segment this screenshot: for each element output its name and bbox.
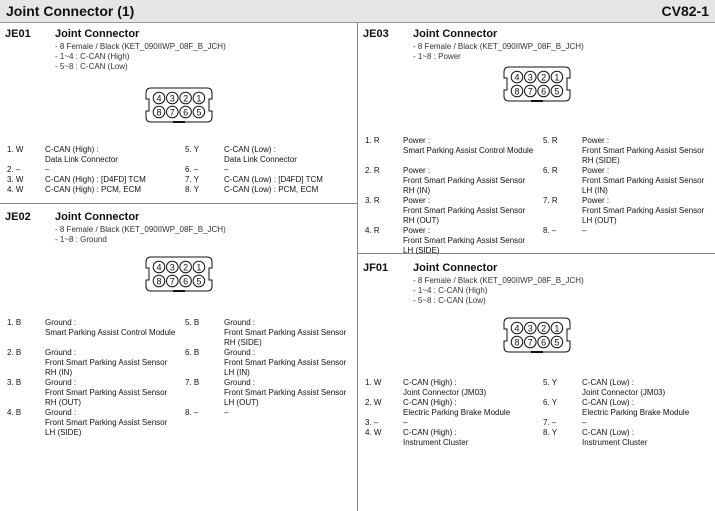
pin-entry bbox=[543, 136, 713, 166]
pin-description-line: RH (SIDE) bbox=[582, 156, 620, 165]
pin-number: 1. R bbox=[365, 136, 380, 145]
connector-pin-number: 5 bbox=[196, 276, 202, 287]
pin-entry bbox=[543, 166, 713, 196]
connector-pin-number: 6 bbox=[541, 86, 547, 97]
connector-pin-number: 7 bbox=[169, 276, 175, 287]
connector-pin-number: 8 bbox=[514, 86, 520, 97]
connector-detail-line: - 1~8 : Ground bbox=[55, 235, 107, 244]
pin-number: 8. – bbox=[543, 226, 557, 235]
pin-entry bbox=[543, 196, 713, 226]
connector-pin-number: 1 bbox=[554, 72, 560, 83]
pin-entry bbox=[543, 428, 713, 448]
pin-number: 7. Y bbox=[185, 175, 200, 184]
connector-key-tab bbox=[531, 100, 543, 102]
pin-number: 3. B bbox=[7, 378, 22, 387]
pin-description-line: C-CAN (High) : bbox=[403, 398, 457, 407]
pin-number: 4. B bbox=[7, 408, 22, 417]
pin-description-line: – bbox=[45, 165, 50, 174]
pin-description-line: – bbox=[224, 165, 229, 174]
pin-entry bbox=[7, 185, 177, 195]
connector-pin-number: 7 bbox=[169, 107, 175, 118]
pin-number: 7. – bbox=[543, 418, 557, 427]
pin-description-line: RH (OUT) bbox=[403, 216, 439, 225]
pin-number: 8. Y bbox=[543, 428, 558, 437]
pin-description-line: Power : bbox=[403, 226, 431, 235]
pin-number: 4. W bbox=[365, 428, 382, 437]
pin-number: 5. B bbox=[185, 318, 200, 327]
pin-description bbox=[403, 428, 468, 448]
connector-detail-line: - 5~8 : C-CAN (Low) bbox=[55, 62, 128, 71]
connector-diagram bbox=[503, 317, 571, 353]
pin-description-line: Front Smart Parking Assist Sensor bbox=[224, 328, 347, 337]
pin-number: 7. R bbox=[543, 196, 558, 205]
pin-description-line: Power : bbox=[582, 196, 610, 205]
pin-entry bbox=[365, 378, 535, 398]
pin-description-line: – bbox=[403, 418, 408, 427]
pin-description-line: C-CAN (Low) : PCM, ECM bbox=[224, 185, 319, 194]
pin-description bbox=[582, 166, 704, 196]
connector-id: JE01 bbox=[5, 28, 31, 40]
pin-description-line: C-CAN (High) : bbox=[45, 145, 99, 154]
connector-pin-number: 3 bbox=[169, 93, 175, 104]
connector-detail-line: - 8 Female / Black (KET_090IIWP_08F_B_JCH) bbox=[413, 276, 584, 285]
pin-description-line: Data Link Connector bbox=[224, 155, 297, 164]
pin-description-line: Front Smart Parking Assist Sensor bbox=[582, 206, 705, 215]
connector-pin-number: 2 bbox=[183, 262, 189, 273]
page-title: Joint Connector (1) bbox=[6, 3, 135, 19]
pin-description bbox=[224, 165, 228, 175]
pin-description-line: Power : bbox=[403, 166, 431, 175]
pin-number: 3. – bbox=[365, 418, 379, 427]
connector-id: JE02 bbox=[5, 211, 31, 223]
pin-description-line: C-CAN (High) : PCM, ECM bbox=[45, 185, 142, 194]
connector-name: Joint Connector bbox=[55, 28, 140, 40]
pin-number: 5. Y bbox=[185, 145, 200, 154]
connector-pin-number: 6 bbox=[183, 276, 189, 287]
pin-description-line: Power : bbox=[582, 136, 610, 145]
pin-description-line: Front Smart Parking Assist Sensor bbox=[45, 418, 168, 427]
pin-description bbox=[224, 408, 228, 418]
pin-number: 8. – bbox=[185, 408, 199, 417]
connector-details bbox=[413, 42, 584, 62]
pin-description-line: RH (OUT) bbox=[45, 398, 81, 407]
connector-pin-number: 4 bbox=[156, 93, 162, 104]
pin-description-line: Data Link Connector bbox=[45, 155, 118, 164]
pin-description bbox=[403, 196, 525, 226]
pin-description-line: RH (IN) bbox=[45, 368, 73, 377]
pin-number: 2. W bbox=[365, 398, 382, 407]
pin-description bbox=[224, 318, 346, 348]
connector-pin-number: 5 bbox=[554, 337, 560, 348]
pin-description bbox=[403, 136, 533, 156]
pin-description-line: C-CAN (Low) : bbox=[582, 398, 635, 407]
pin-number: 3. W bbox=[7, 175, 24, 184]
connector-pin-number: 1 bbox=[196, 262, 202, 273]
page-header bbox=[0, 0, 715, 23]
pin-entry bbox=[185, 378, 355, 408]
pin-description-line: RH (IN) bbox=[403, 186, 431, 195]
pin-description-line: Power : bbox=[582, 166, 610, 175]
vertical-divider bbox=[357, 23, 358, 511]
pin-entry bbox=[365, 196, 535, 226]
pin-description bbox=[582, 398, 689, 418]
pin-description bbox=[45, 318, 175, 338]
pin-description bbox=[224, 175, 323, 185]
pin-description bbox=[45, 408, 167, 438]
pin-description bbox=[582, 428, 647, 448]
pin-description bbox=[45, 348, 167, 378]
connector-key-tab bbox=[173, 121, 185, 123]
pin-number: 5. R bbox=[543, 136, 558, 145]
pin-description bbox=[403, 166, 525, 196]
pin-number: 7. B bbox=[185, 378, 200, 387]
pin-entry bbox=[7, 378, 177, 408]
pin-entry bbox=[185, 165, 355, 175]
connector-diagram bbox=[145, 87, 213, 123]
connector-pin-number: 6 bbox=[541, 337, 547, 348]
connector-detail-line: - 1~8 : Power bbox=[413, 52, 461, 61]
pin-description-line: C-CAN (Low) : bbox=[224, 145, 277, 154]
pin-description-line: Front Smart Parking Assist Sensor bbox=[224, 388, 347, 397]
pin-description bbox=[224, 378, 346, 408]
pin-description bbox=[582, 226, 586, 236]
pin-description-line: C-CAN (Low) : [D4FD] TCM bbox=[224, 175, 323, 184]
pin-description-line: C-CAN (High) : [D4FD] TCM bbox=[45, 175, 146, 184]
connector-detail-line: - 8 Female / Black (KET_090IIWP_08F_B_JCH) bbox=[55, 225, 226, 234]
pin-description bbox=[45, 145, 118, 165]
connector-name: Joint Connector bbox=[413, 262, 498, 274]
pin-description-line: Ground : bbox=[45, 318, 77, 327]
page-code: CV82-1 bbox=[661, 3, 709, 19]
connector-pin-number: 5 bbox=[554, 86, 560, 97]
pin-entry bbox=[7, 348, 177, 378]
connector-pin-number: 4 bbox=[156, 262, 162, 273]
pin-entry bbox=[185, 408, 355, 418]
pin-description bbox=[45, 185, 141, 195]
connector-detail-line: - 8 Female / Black (KET_090IIWP_08F_B_JCH) bbox=[55, 42, 226, 51]
pin-description-line: Instrument Cluster bbox=[582, 438, 648, 447]
connector-name: Joint Connector bbox=[413, 28, 498, 40]
connector-id: JE03 bbox=[363, 28, 389, 40]
pin-description-line: Electric Parking Brake Module bbox=[403, 408, 511, 417]
pin-number: 6. Y bbox=[543, 398, 558, 407]
pin-entry bbox=[7, 408, 177, 438]
pin-description-line: – bbox=[224, 408, 229, 417]
connector-details bbox=[55, 42, 226, 72]
pin-description-line: Joint Connector (JM03) bbox=[582, 388, 666, 397]
pin-description-line: Front Smart Parking Assist Sensor bbox=[403, 236, 526, 245]
connector-pin-number: 4 bbox=[514, 72, 520, 83]
pin-entry bbox=[543, 398, 713, 418]
pin-entry bbox=[365, 428, 535, 448]
pin-entry bbox=[185, 348, 355, 378]
pin-description bbox=[45, 378, 167, 408]
pin-number: 8. Y bbox=[185, 185, 200, 194]
pin-description-line: Electric Parking Brake Module bbox=[582, 408, 690, 417]
connector-pin-number: 8 bbox=[156, 107, 162, 118]
connector-pin-number: 1 bbox=[196, 93, 202, 104]
pin-description-line: Ground : bbox=[224, 318, 256, 327]
connector-pin-number: 6 bbox=[183, 107, 189, 118]
pin-description-line: – bbox=[582, 418, 587, 427]
pin-number: 2. R bbox=[365, 166, 380, 175]
pin-description bbox=[45, 175, 146, 185]
pin-entry bbox=[185, 175, 355, 185]
connector-pin-number: 8 bbox=[514, 337, 520, 348]
pin-entry bbox=[365, 418, 535, 428]
pin-description bbox=[224, 185, 318, 195]
pin-description-line: Front Smart Parking Assist Sensor bbox=[45, 388, 168, 397]
connector-pin-number: 5 bbox=[196, 107, 202, 118]
pin-entry bbox=[7, 165, 177, 175]
connector-pin-number: 1 bbox=[554, 323, 560, 334]
pin-number: 6. B bbox=[185, 348, 200, 357]
connector-pin-number: 4 bbox=[514, 323, 520, 334]
connector-diagram bbox=[145, 256, 213, 292]
pin-description bbox=[45, 165, 49, 175]
connector-pin-number: 8 bbox=[156, 276, 162, 287]
pin-description-line: Smart Parking Assist Control Module bbox=[45, 328, 176, 337]
pin-description-line: Ground : bbox=[45, 378, 77, 387]
pin-description-line: Front Smart Parking Assist Sensor bbox=[403, 206, 526, 215]
pin-description-line: Smart Parking Assist Control Module bbox=[403, 146, 534, 155]
pin-description-line: – bbox=[582, 226, 587, 235]
pin-description-line: Front Smart Parking Assist Sensor bbox=[582, 146, 705, 155]
pin-entry bbox=[185, 145, 355, 165]
pin-description bbox=[582, 136, 704, 166]
connector-pin-number: 7 bbox=[527, 86, 533, 97]
pin-description-line: Ground : bbox=[45, 408, 77, 417]
pin-entry bbox=[543, 226, 713, 236]
pin-entry bbox=[7, 145, 177, 165]
pin-number: 4. R bbox=[365, 226, 380, 235]
pin-description bbox=[403, 378, 486, 398]
connector-name: Joint Connector bbox=[55, 211, 140, 223]
pin-description-line: Ground : bbox=[224, 378, 256, 387]
pin-description-line: LH (IN) bbox=[582, 186, 608, 195]
pin-number: 4. W bbox=[7, 185, 24, 194]
connector-detail-line: - 5~8 : C-CAN (Low) bbox=[413, 296, 486, 305]
connector-detail-line: - 1~4 : C-CAN (High) bbox=[55, 52, 130, 61]
pin-number: 3. R bbox=[365, 196, 380, 205]
connector-details bbox=[55, 225, 226, 245]
pin-description-line: LH (SIDE) bbox=[403, 246, 440, 255]
pin-number: 1. B bbox=[7, 318, 22, 327]
pin-description-line: Ground : bbox=[224, 348, 256, 357]
pin-description bbox=[582, 418, 586, 428]
pin-description-line: RH (SIDE) bbox=[224, 338, 262, 347]
connector-pin-number: 3 bbox=[527, 72, 533, 83]
pin-description bbox=[403, 398, 510, 418]
pin-number: 5. Y bbox=[543, 378, 558, 387]
connector-pin-number: 7 bbox=[527, 337, 533, 348]
pin-description-line: Instrument Cluster bbox=[403, 438, 469, 447]
pin-number: 6. R bbox=[543, 166, 558, 175]
pin-number: 1. W bbox=[365, 378, 382, 387]
pin-description-line: C-CAN (High) : bbox=[403, 378, 457, 387]
pin-description-line: Front Smart Parking Assist Sensor bbox=[403, 176, 526, 185]
pin-entry bbox=[365, 226, 535, 256]
connector-detail-line: - 8 Female / Black (KET_090IIWP_08F_B_JCH) bbox=[413, 42, 584, 51]
connector-pin-number: 2 bbox=[541, 323, 547, 334]
pin-description bbox=[403, 226, 525, 256]
pin-entry bbox=[365, 398, 535, 418]
pin-description-line: C-CAN (Low) : bbox=[582, 428, 635, 437]
pin-entry bbox=[543, 418, 713, 428]
pin-description-line: Joint Connector (JM03) bbox=[403, 388, 487, 397]
pin-entry bbox=[543, 378, 713, 398]
left-section-divider bbox=[0, 203, 357, 204]
pin-description-line: LH (OUT) bbox=[224, 398, 259, 407]
connector-pin-number: 3 bbox=[169, 262, 175, 273]
pin-entry bbox=[365, 166, 535, 196]
pin-description-line: LH (IN) bbox=[224, 368, 250, 377]
connector-diagram bbox=[503, 66, 571, 102]
connector-pin-number: 2 bbox=[541, 72, 547, 83]
connector-pin-number: 2 bbox=[183, 93, 189, 104]
pin-description-line: LH (OUT) bbox=[582, 216, 617, 225]
connector-details bbox=[413, 276, 584, 306]
connector-key-tab bbox=[173, 290, 185, 292]
pin-number: 1. W bbox=[7, 145, 24, 154]
pin-description bbox=[403, 418, 407, 428]
pin-description-line: Front Smart Parking Assist Sensor bbox=[45, 358, 168, 367]
pin-description-line: Front Smart Parking Assist Sensor bbox=[224, 358, 347, 367]
pin-description bbox=[224, 348, 346, 378]
pin-entry bbox=[7, 175, 177, 185]
pin-entry bbox=[7, 318, 177, 338]
pin-description-line: Front Smart Parking Assist Sensor bbox=[582, 176, 705, 185]
pin-entry bbox=[365, 136, 535, 156]
pin-description-line: LH (SIDE) bbox=[45, 428, 82, 437]
connector-key-tab bbox=[531, 351, 543, 353]
pin-entry bbox=[185, 185, 355, 195]
pin-description bbox=[224, 145, 297, 165]
pin-description-line: Power : bbox=[403, 196, 431, 205]
pin-entry bbox=[185, 318, 355, 348]
connector-id: JF01 bbox=[363, 262, 389, 274]
pin-description-line: C-CAN (High) : bbox=[403, 428, 457, 437]
pin-description bbox=[582, 378, 665, 398]
pin-description bbox=[582, 196, 704, 226]
pin-number: 2. B bbox=[7, 348, 22, 357]
pin-number: 2. – bbox=[7, 165, 21, 174]
pin-description-line: Ground : bbox=[45, 348, 77, 357]
pin-description-line: Power : bbox=[403, 136, 431, 145]
connector-pin-number: 3 bbox=[527, 323, 533, 334]
pin-description-line: C-CAN (Low) : bbox=[582, 378, 635, 387]
pin-number: 6. – bbox=[185, 165, 199, 174]
connector-detail-line: - 1~4 : C-CAN (High) bbox=[413, 286, 488, 295]
